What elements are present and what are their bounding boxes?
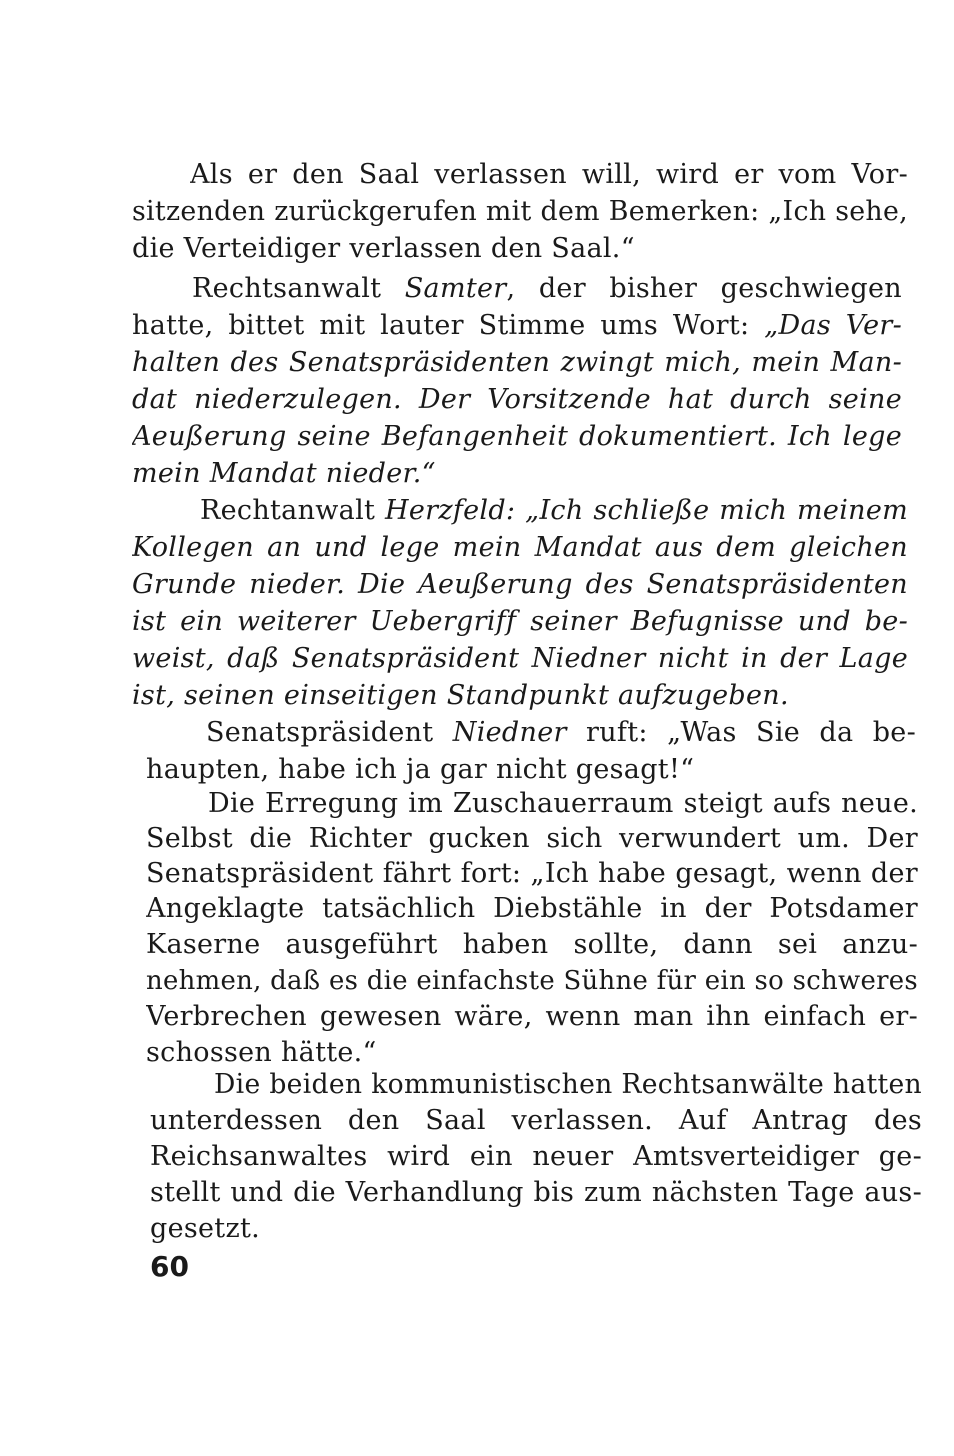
text-line bbox=[200, 494, 908, 528]
text-line bbox=[146, 964, 918, 998]
text-line bbox=[132, 605, 908, 639]
italic-text: halten des Senatspräsidenten zwingt mich, mein Man- bbox=[132, 347, 902, 378]
text-line bbox=[132, 309, 902, 343]
text-line bbox=[132, 195, 908, 229]
text-line bbox=[146, 892, 918, 926]
text-run: haupten, habe ich ja gar nicht gesagt!“ bbox=[146, 754, 695, 785]
text-run: stellt und die Verhandlung bis zum nächsten Tage aus- bbox=[150, 1177, 922, 1208]
text-line bbox=[132, 531, 908, 565]
italic-text: ist, seinen einseitigen Standpunkt aufzugeben. bbox=[132, 680, 789, 711]
italic-text: weist, daß Senatspräsident Niedner nicht in der Lage bbox=[132, 643, 908, 674]
page-number: 60 bbox=[150, 1250, 189, 1283]
text-line bbox=[208, 787, 918, 821]
text-run: Die Erregung im Zuschauerraum steigt aufs neue. bbox=[208, 788, 918, 819]
text-line bbox=[132, 568, 908, 602]
text-run: Reichsanwaltes wird ein neuer Amtsverteidiger ge- bbox=[150, 1141, 922, 1172]
italic-text: „Das Ver- bbox=[764, 310, 902, 341]
text-line bbox=[132, 232, 635, 266]
text-run: Die beiden kommunistischen Rechtsanwälte hatten bbox=[214, 1069, 922, 1100]
text-line bbox=[146, 822, 918, 856]
text-run: unterdessen den Saal verlassen. Auf Antrag des bbox=[150, 1105, 922, 1136]
text-line bbox=[150, 1104, 922, 1138]
italic-text: dat niederzulegen. Der Vorsitzende hat durch seine bbox=[132, 384, 902, 415]
text-line bbox=[132, 642, 908, 676]
text-run: hatte, bittet mit lauter Stimme ums Wort: bbox=[132, 310, 765, 341]
text-line bbox=[132, 679, 789, 713]
text-run: die Verteidiger verlassen den Saal.“ bbox=[132, 233, 635, 264]
text-run: schossen hätte.“ bbox=[146, 1037, 377, 1068]
text-line bbox=[146, 753, 694, 787]
text-line bbox=[146, 857, 918, 891]
text-line bbox=[146, 928, 918, 962]
text-line bbox=[150, 1140, 922, 1174]
text-run: Senatspräsident bbox=[206, 717, 453, 748]
italic-text: Aeußerung seine Befangenheit dokumentiert. Ich lege bbox=[132, 421, 902, 452]
text-line bbox=[150, 1212, 260, 1246]
italic-text: Samter bbox=[404, 273, 507, 304]
text-run: Rechtsanwalt bbox=[192, 273, 405, 304]
text-run: Rechtanwalt bbox=[200, 495, 385, 526]
text-line bbox=[132, 383, 902, 417]
italic-text: Herzfeld: „Ich schließe mich meinem bbox=[384, 495, 908, 526]
italic-text: ist ein weiterer Uebergriff seiner Befugnisse und be- bbox=[132, 606, 908, 637]
text-run: Selbst die Richter gucken sich verwundert um. Der bbox=[146, 823, 918, 854]
text-line bbox=[146, 1036, 377, 1070]
text-run: Senatspräsident fährt fort: „Ich habe gesagt, wenn der bbox=[146, 858, 918, 889]
text-run: ruft: „Was Sie da be- bbox=[566, 717, 916, 748]
text-run: Als er den Saal verlassen will, wird er vom Vor- bbox=[190, 159, 908, 190]
text-line bbox=[190, 158, 908, 192]
italic-text: mein Mandat nieder.“ bbox=[132, 458, 436, 489]
text-run: nehmen, daß es die einfachste Sühne für ein so schweres bbox=[146, 966, 918, 996]
text-run: Angeklagte tatsächlich Diebstähle in der Potsdamer bbox=[146, 893, 918, 924]
text-run: , der bisher geschwiegen bbox=[506, 273, 902, 304]
text-line bbox=[146, 1000, 918, 1034]
italic-text: Niedner bbox=[452, 717, 567, 748]
text-line bbox=[150, 1176, 922, 1210]
text-line bbox=[206, 716, 916, 750]
text-run: gesetzt. bbox=[150, 1213, 261, 1244]
italic-text: Kollegen an und lege mein Mandat aus dem gleichen bbox=[132, 532, 908, 563]
text-line bbox=[192, 272, 902, 306]
text-line bbox=[132, 420, 902, 454]
italic-text: Grunde nieder. Die Aeußerung des Senatspräsidenten bbox=[132, 569, 908, 600]
text-run: Kaserne ausgeführt haben sollte, dann sei anzu- bbox=[146, 929, 918, 960]
text-line bbox=[214, 1068, 922, 1102]
text-line bbox=[132, 457, 436, 491]
text-run: Verbrechen gewesen wäre, wenn man ihn einfach er- bbox=[146, 1001, 918, 1032]
text-line bbox=[132, 346, 902, 380]
text-run: sitzenden zurückgerufen mit dem Bemerken: „Ich sehe, bbox=[132, 196, 908, 227]
